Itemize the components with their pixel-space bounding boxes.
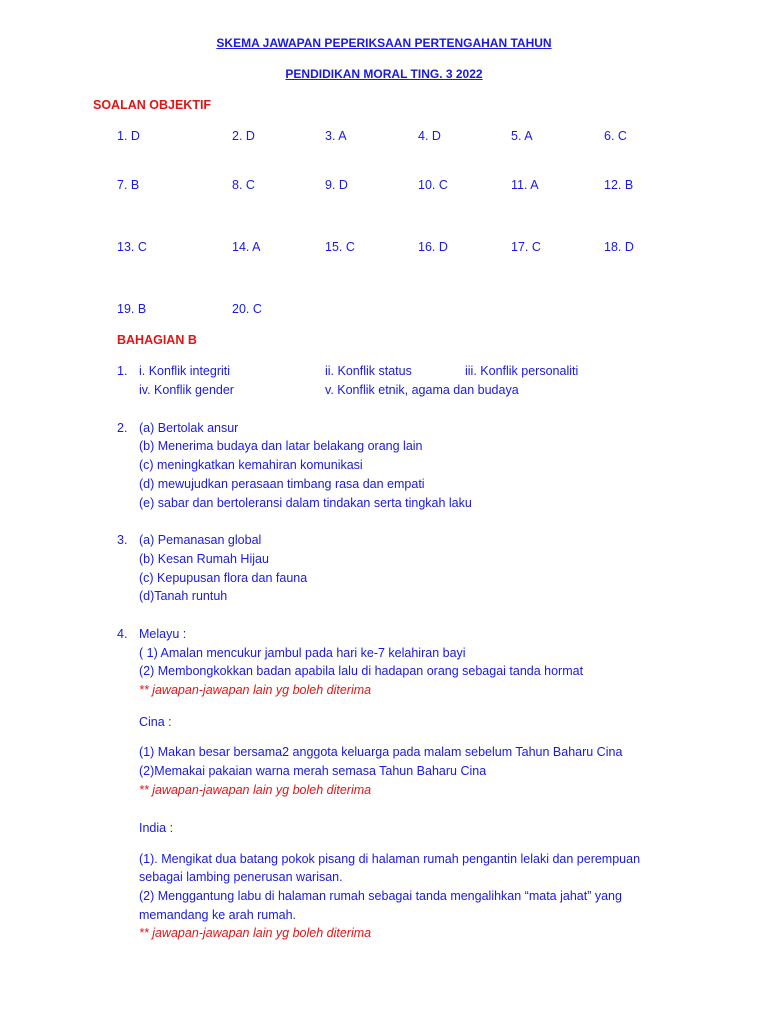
q4-melayu-line: (2) Membongkokkan badan apabila lalu di hadapan orang sebagai tanda hormat <box>139 664 584 678</box>
q2-answer-line: (b) Menerima budaya dan latar belakang orang lain <box>139 439 423 453</box>
objective-answer: 10. C <box>418 178 448 192</box>
objective-answer: 2. D <box>232 129 255 143</box>
objective-answer: 14. A <box>232 240 261 254</box>
q4-india-line: memandang ke arah rumah. <box>139 908 297 922</box>
q4-india-label: India : <box>139 821 174 835</box>
q4-india-line: (1). Mengikat dua batang pokok pisang di halaman rumah pengantin lelaki dan perempuan <box>139 852 641 866</box>
q4-india-line: sebagai lambing penerusan warisan. <box>139 870 343 884</box>
q2-answer-line: (a) Bertolak ansur <box>139 421 239 435</box>
question-number: 3. <box>117 533 128 547</box>
q1-answer-iii: iii. Konflik personaliti <box>465 364 579 378</box>
q2-answer-line: (c) meningkatkan kemahiran komunikasi <box>139 458 363 472</box>
q2-answer-line: (e) sabar dan bertoleransi dalam tindakan serta tingkah laku <box>139 496 472 510</box>
q1-answer-v: v. Konflik etnik, agama dan budaya <box>325 383 519 397</box>
q4-cina-line: (2)Memakai pakaian warna merah semasa Tahun Baharu Cina <box>139 764 487 778</box>
q4-cina-note: ** jawapan-jawapan lain yg boleh diterima <box>139 783 372 797</box>
objective-answer: 16. D <box>418 240 448 254</box>
q3-answer-line: (a) Pemanasan global <box>139 533 262 547</box>
q4-cina-label: Cina : <box>139 715 172 729</box>
q3-answer-line: (c) Kepupusan flora dan fauna <box>139 571 308 585</box>
q4-melayu-note: ** jawapan-jawapan lain yg boleh diterima <box>139 683 372 697</box>
question-number: 2. <box>117 421 128 435</box>
q4-melayu-label: Melayu : <box>139 627 187 641</box>
objective-answer: 20. C <box>232 302 262 316</box>
q3-answer-line: (d)Tanah runtuh <box>139 589 228 603</box>
objective-answer: 11. A <box>511 178 539 192</box>
objective-answer: 1. D <box>117 129 140 143</box>
objective-answer: 15. C <box>325 240 355 254</box>
q4-india-note: ** jawapan-jawapan lain yg boleh diterima <box>139 926 372 940</box>
q2-answer-line: (d) mewujudkan perasaan timbang rasa dan empati <box>139 477 425 491</box>
document-title: SKEMA JAWAPAN PEPERIKSAAN PERTENGAHAN TAHUN <box>216 36 552 50</box>
objective-heading: SOALAN OBJEKTIF <box>93 98 212 112</box>
objective-answer: 13. C <box>117 240 147 254</box>
objective-answer: 19. B <box>117 302 147 316</box>
section-b-heading: BAHAGIAN B <box>117 333 197 347</box>
q1-answer-i: i. Konflik integriti <box>139 364 231 378</box>
objective-answer: 17. C <box>511 240 541 254</box>
objective-answer: 4. D <box>418 129 441 143</box>
question-number: 4. <box>117 627 128 641</box>
objective-answer: 5. A <box>511 129 533 143</box>
q4-melayu-line: ( 1) Amalan mencukur jambul pada hari ke-7 kelahiran bayi <box>139 646 466 660</box>
q1-answer-ii: ii. Konflik status <box>325 364 412 378</box>
objective-answer: 7. B <box>117 178 140 192</box>
objective-answer: 18. D <box>604 240 634 254</box>
objective-answer: 8. C <box>232 178 255 192</box>
q3-answer-line: (b) Kesan Rumah Hijau <box>139 552 269 566</box>
question-number: 1. <box>117 364 128 378</box>
q4-india-line: (2) Menggantung labu di halaman rumah sebagai tanda mengalihkan “mata jahat” yang <box>139 889 622 903</box>
document-subtitle: PENDIDIKAN MORAL TING. 3 2022 <box>285 67 483 81</box>
q4-cina-line: (1) Makan besar bersama2 anggota keluarga pada malam sebelum Tahun Baharu Cina <box>139 745 623 759</box>
objective-answer: 3. A <box>325 129 347 143</box>
q1-answer-iv: iv. Konflik gender <box>139 383 234 397</box>
objective-answer: 12. B <box>604 178 634 192</box>
objective-answer: 6. C <box>604 129 627 143</box>
objective-answer: 9. D <box>325 178 348 192</box>
